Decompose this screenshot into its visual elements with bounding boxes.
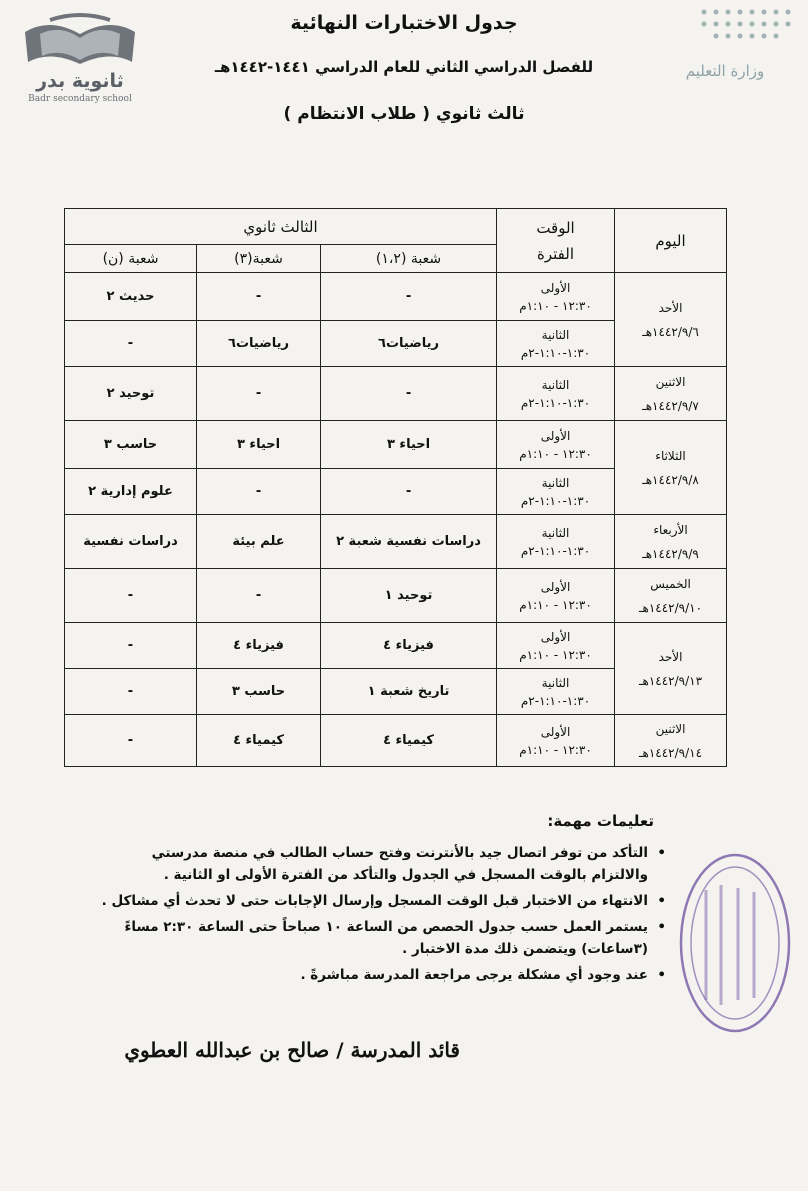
subject-cell: - [321,273,497,321]
bullet-icon: • [657,845,666,861]
principal-signature: قائد المدرسة / صالح بن عبدالله العطوي [124,1038,460,1062]
table-row [65,569,727,623]
day-name: الاثنين [655,374,686,389]
subject-cell: توحيد ١ [321,569,497,623]
bullet-icon: • [657,967,666,983]
period-name: الأولى [540,629,571,644]
instruction-item [92,842,666,886]
table-row [65,367,727,421]
period-time: ١:٣٠-١:١٠-٢م [520,543,591,558]
subject-cell: احياء ٣ [321,421,497,469]
instruction-text: عند وجود أي مشكلة يرجى مراجعة المدرسة مباشرةً . [300,967,648,983]
day-name: الأحد [658,300,683,315]
instruction-text: يستمر العمل حسب جدول الحصص من الساعة ١٠ صباحاً حتى الساعة ٢:٣٠ مساءً (٣ساعات) ويتضمن ذلك مدة الاختبار . [124,919,648,957]
day-cell [615,273,727,367]
table-row [65,623,727,669]
subject-cell: علم بيئة [197,515,321,569]
day-name: الثلاثاء [655,448,686,463]
subject-cell: - [197,469,321,515]
period-name: الأولى [540,724,571,739]
ministry-name: وزارة التعليم [685,62,765,80]
student-group: ( طلاب الانتظام ) ثالث ثانوي [283,104,525,124]
period-cell [497,569,615,623]
header-time-label: الوقت [536,218,575,237]
subject-cell: كيمياء ٤ [321,715,497,767]
subject-cell: - [321,367,497,421]
subject-cell: - [65,715,197,767]
day-name: الأحد [658,649,683,664]
subject-cell: - [321,469,497,515]
subject-cell: حديث ٢ [65,273,197,321]
day-date: ١٤٤٢/٩/٩هـ [642,546,699,561]
instructions-title: تعليمات مهمة: [547,812,654,830]
period-cell [497,421,615,469]
period-name: الأولى [540,579,571,594]
subject-cell: حاسب ٣ [65,421,197,469]
day-cell [615,569,727,623]
day-date: ١٤٤٢/٩/٦هـ [642,324,699,339]
period-cell [497,515,615,569]
header-time [497,209,615,273]
period-cell [497,469,615,515]
subject-cell: - [65,623,197,669]
subject-cell: رياضيات٦ [321,321,497,367]
day-cell [615,421,727,515]
day-name: الخميس [650,576,691,591]
period-name: الثانية [541,475,570,490]
instruction-text: الانتهاء من الاختبار قبل الوقت المسجل وإرسال الإجابات حتى لا تحدث أي مشاكل . [101,893,648,909]
subject-cell: - [197,569,321,623]
subject-cell: فيزياء ٤ [197,623,321,669]
table-row [65,421,727,469]
period-name: الثانية [541,327,570,342]
instruction-item [92,916,666,960]
day-cell [615,623,727,715]
day-cell [615,515,727,569]
period-name: الثانية [541,377,570,392]
page-subtitle: للفصل الدراسي الثاني للعام الدراسي ١٤٤١-١٤٤٢هـ [214,58,594,76]
school-stamp [676,850,794,1036]
subject-cell: احياء ٣ [197,421,321,469]
period-time: ١٢:٣٠ - ١:١٠م [519,742,592,757]
subject-cell: رياضيات٦ [197,321,321,367]
header-period-label: الفترة [537,244,575,263]
subject-cell: توحيد ٢ [65,367,197,421]
subject-cell: حاسب ٣ [197,669,321,715]
period-cell [497,367,615,421]
instruction-item [92,890,666,912]
period-name: الأولى [540,280,571,295]
period-time: ١:٣٠-١:١٠-٢م [520,493,591,508]
day-date: ١٤٤٢/٩/١٣هـ [638,673,703,688]
header-day: اليوم [615,209,727,273]
period-cell [497,715,615,767]
subject-cell: - [197,367,321,421]
period-time: ١٢:٣٠ - ١:١٠م [519,647,592,662]
school-name-english: Badr secondary school [28,94,132,104]
period-time: ١٢:٣٠ - ١:١٠م [519,446,592,461]
period-cell [497,669,615,715]
day-name: الأربعاء [653,522,688,537]
header-section: شعبة (ن) [65,245,197,273]
exam-schedule-table [64,208,727,767]
day-name: الاثنين [655,721,686,736]
bullet-icon: • [657,893,666,909]
header-section: شعبة (١،٢) [321,245,497,273]
header-grade: الثالث ثانوي [65,209,497,245]
day-cell [615,367,727,421]
period-name: الثانية [541,525,570,540]
period-time: ١:٣٠-١:١٠-٢م [520,345,591,360]
instruction-text: التأكد من توفر اتصال جيد بالأنترنت وفتح حساب الطالب في منصة مدرستي والالتزام بالوقت المسجل في الجدول والتأكد من الفترة الأولى او الثانية . [151,845,648,883]
subject-cell: - [65,569,197,623]
page-title: جدول الاختبارات النهائية [290,12,518,34]
period-name: الثانية [541,675,570,690]
day-date: ١٤٤٢/٩/١٤هـ [638,745,703,760]
period-cell [497,623,615,669]
subject-cell: كيمياء ٤ [197,715,321,767]
header-section: شعبة(٣) [197,245,321,273]
subject-cell: - [197,273,321,321]
table-row [65,515,727,569]
day-date: ١٤٤٢/٩/٧هـ [642,398,699,413]
bullet-icon: • [657,919,666,935]
period-name: الأولى [540,428,571,443]
day-date: ١٤٤٢/٩/٨هـ [642,472,699,487]
day-date: ١٤٤٢/٩/١٠هـ [638,600,703,615]
table-row [65,715,727,767]
period-cell [497,321,615,367]
subject-cell: فيزياء ٤ [321,623,497,669]
period-time: ١:٣٠-١:١٠-٢م [520,693,591,708]
subject-cell: دراسات نفسية شعبة ٢ [321,515,497,569]
day-cell [615,715,727,767]
subject-cell: علوم إدارية ٢ [65,469,197,515]
subject-cell: - [65,321,197,367]
period-time: ١٢:٣٠ - ١:١٠م [519,597,592,612]
subject-cell: - [65,669,197,715]
period-time: ١٢:٣٠ - ١:١٠م [519,298,592,313]
subject-cell: دراسات نفسية [65,515,197,569]
period-cell [497,273,615,321]
instructions-list [92,842,666,990]
table-row [65,273,727,321]
school-name-arabic: ثانوية بدر [36,70,124,92]
period-time: ١:٣٠-١:١٠-٢م [520,395,591,410]
subject-cell: تاريخ شعبة ١ [321,669,497,715]
instruction-item [92,964,666,986]
